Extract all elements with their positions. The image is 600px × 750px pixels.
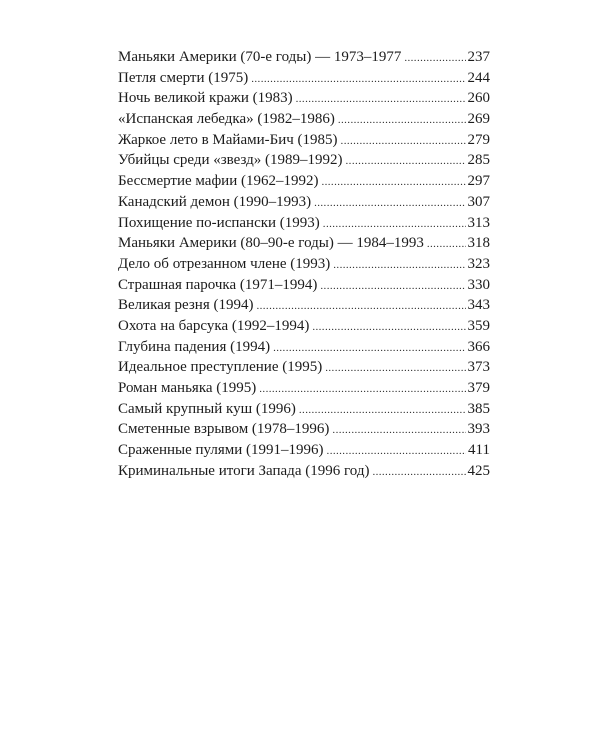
toc-entry-page: 244 [467,69,490,86]
toc-entry-title: Бессмертие мафии (1962–1992) [118,173,319,190]
toc-dot-leader [312,317,465,338]
toc-dot-leader [427,234,466,255]
toc-entry [118,130,490,151]
toc-entry [118,461,490,482]
toc-entry-page: 269 [467,111,490,128]
toc-dot-leader [296,89,466,110]
toc-dot-leader [259,379,465,400]
toc-entry-page: 323 [467,255,490,272]
toc-entry-title: Ночь великой кражи (1983) [118,90,293,107]
toc-entry [118,316,490,337]
toc-dot-leader [338,110,466,131]
toc-entry-title: Великая резня (1994) [118,297,254,314]
toc-entry [118,295,490,316]
toc-entry-title: Петля смерти (1975) [118,69,249,86]
toc-entry-page: 393 [467,421,490,438]
toc-entry [118,68,490,89]
toc-entry-title: Страшная парочка (1971–1994) [118,276,318,293]
table-of-contents [118,47,490,481]
toc-entry-title: Самый крупный куш (1996) [118,400,296,417]
toc-entry [118,192,490,213]
toc-entry [118,47,490,68]
toc-entry-title: Идеальное преступление (1995) [118,359,323,376]
toc-entry-page: 366 [467,338,490,355]
toc-entry-page: 411 [468,442,490,459]
toc-entry-page: 307 [467,193,490,210]
toc-entry [118,233,490,254]
toc-entry [118,150,490,171]
toc-entry [118,419,490,440]
toc-entry [118,275,490,296]
toc-dot-leader [346,151,466,172]
toc-entry-page: 297 [467,173,490,190]
toc-entry-page: 379 [467,380,490,396]
toc-entry-title: Глубина падения (1994) [118,338,271,355]
toc-entry-page: 260 [467,90,490,107]
toc-entry [118,399,490,420]
toc-entry-page: 318 [467,235,490,252]
toc-entry-title: Жаркое лето в Майами-Бич (1985) [118,131,338,148]
toc-entry-page: 285 [467,152,490,169]
toc-entry-title: Похищение по-испански (1993) [118,214,320,231]
toc-dot-leader [325,358,465,379]
toc-entry-title: Убийцы среди «звезд» (1989–1992) [118,152,343,169]
toc-entry [118,171,490,192]
toc-dot-leader [332,420,465,441]
toc-entry-page: 373 [467,359,490,376]
toc-entry [118,440,490,461]
toc-entry-page: 237 [467,49,490,65]
toc-entry [118,88,490,109]
toc-dot-leader [299,400,466,421]
toc-entry-title: «Испанская лебедка» (1982–1986) [118,111,335,128]
toc-entry [118,357,490,378]
toc-entry [118,254,490,275]
toc-entry [118,109,490,130]
toc-dot-leader [321,172,465,193]
toc-entry-title: Маньяки Америки (70-е годы) — 1973–1977 [118,49,402,65]
toc-dot-leader [333,255,465,276]
toc-dot-leader [372,462,465,483]
toc-entry [118,378,490,399]
toc-dot-leader [320,276,465,297]
toc-dot-leader [404,48,465,69]
toc-dot-leader [314,193,465,214]
toc-entry-title: Маньяки Америки (80–90-е годы) — 1984–1993 [118,235,424,252]
toc-entry-page: 359 [467,317,490,334]
toc-dot-leader [256,296,465,317]
toc-dot-leader [323,214,466,235]
toc-entry [118,213,490,234]
toc-dot-leader [327,441,467,462]
toc-entry-title: Криминальные итоги Запада (1996 год) [118,462,370,479]
toc-entry-title: Роман маньяка (1995) [118,380,257,396]
toc-dot-leader [251,69,465,90]
toc-entry-page: 385 [467,400,490,417]
toc-entry-title: Охота на барсука (1992–1994) [118,317,310,334]
toc-dot-leader [341,131,466,152]
toc-entry [118,337,490,358]
toc-entry-title: Дело об отрезанном члене (1993) [118,255,331,272]
toc-entry-page: 279 [467,131,490,148]
toc-entry-page: 313 [467,214,490,231]
toc-entry-page: 425 [467,462,490,479]
toc-dot-leader [273,338,465,359]
toc-entry-page: 330 [467,276,490,293]
toc-entry-page: 343 [467,297,490,314]
toc-entry-title: Сметенные взрывом (1978–1996) [118,421,330,438]
toc-entry-title: Сраженные пулями (1991–1996) [118,442,324,459]
toc-entry-title: Канадский демон (1990–1993) [118,193,312,210]
